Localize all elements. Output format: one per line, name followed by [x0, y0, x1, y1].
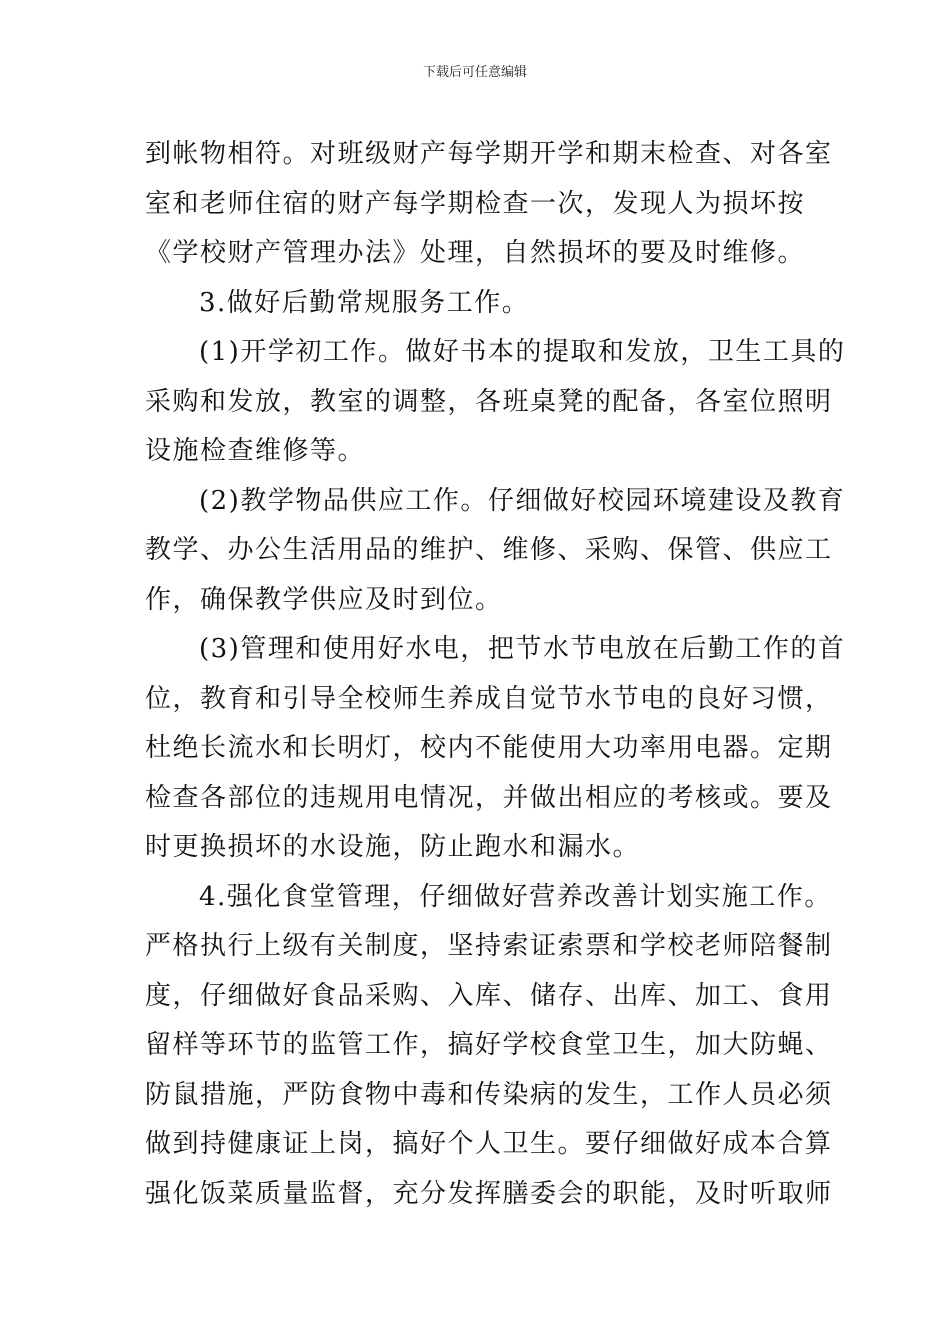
text-line: 时更换损坏的水设施，防止跑水和漏水。 [145, 832, 641, 862]
text-line: 位，教育和引导全校师生养成自觉节水节电的良好习惯， [145, 683, 833, 714]
text-line: 《学校财产管理办法》处理，自然损坏的要及时维修。 [145, 238, 806, 268]
text-line: 做到持健康证上岗，搞好个人卫生。要仔细做好成本合算 [145, 1129, 833, 1159]
text-line: 杜绝长流水和长明灯，校内不能使用大功率用电器。定期 [145, 733, 833, 763]
text-line: 防鼠措施，严防食物中毒和传染病的发生，工作人员必须 [145, 1079, 833, 1110]
text-line: 室和老师住宿的财产每学期检查一次，发现人为损坏按 [145, 188, 806, 219]
text-line: (2)教学物品供应工作。仔细做好校园环境建设及教育 [199, 485, 846, 516]
text-line: 到帐物相符。对班级财产每学期开学和期末检查、对各室 [145, 139, 833, 169]
text-line: 强化饭菜质量监督，充分发挥膳委会的职能，及时听取师 [145, 1178, 833, 1209]
document-body [145, 130, 846, 1219]
text-line: 采购和发放，教室的调整，各班桌凳的配备，各室位照明 [145, 386, 833, 417]
page-header: 下载后可任意编辑 [422, 65, 527, 80]
text-line: 度，仔细做好食品采购、入库、储存、出库、加工、食用 [145, 980, 833, 1011]
section-heading: 3.做好后勤常规服务工作。 [199, 287, 530, 318]
text-line: 设施检查维修等。 [145, 436, 366, 466]
text-line: 教学、办公生活用品的维护、维修、采购、保管、供应工 [145, 535, 833, 565]
text-line: (1)开学初工作。做好书本的提取和发放，卫生工具的 [199, 337, 846, 367]
text-line: (3)管理和使用好水电，把节水节电放在后勤工作的首 [199, 634, 846, 664]
text-line: 作，确保教学供应及时到位。 [145, 584, 503, 615]
text-line: 留样等环节的监管工作，搞好学校食堂卫生，加大防蝇、 [145, 1030, 833, 1060]
section-heading: 4.强化食堂管理，仔细做好营养改善计划实施工作。 [199, 881, 832, 912]
text-line: 检查各部位的违规用电情况，并做出相应的考核或。要及 [145, 782, 833, 813]
text-line: 严格执行上级有关制度，坚持索证索票和学校老师陪餐制 [145, 931, 833, 961]
